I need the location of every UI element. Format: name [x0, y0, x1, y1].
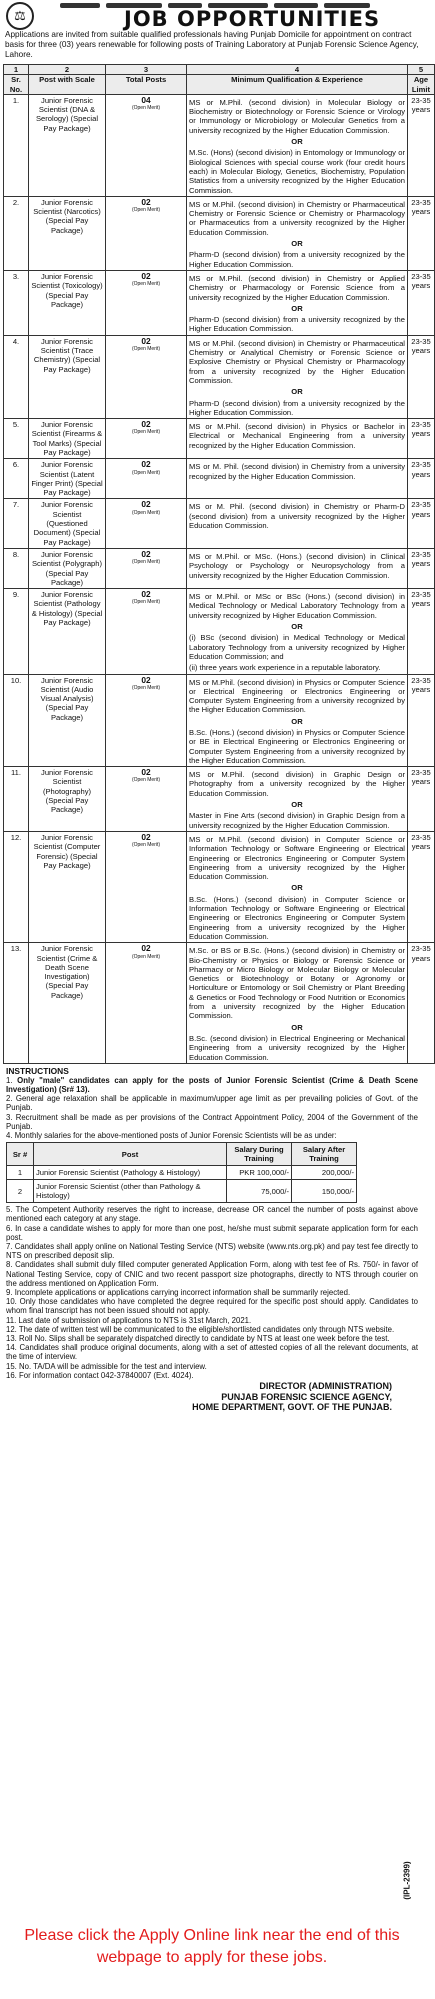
- qualification-text: M.Sc. or BS or B.Sc. (Hons.) (second division) in Chemistry or Bio-Chemistry or Physics or Biology or Forensic Science or Pharmacy or Micro Biology or Molecular Biology or Molecular Genetics or Biotechnology or Botany or Agronomy or Horticulture or Entomology or Soil Chemistry or Plant Breeding & Genetics or Food Technology or Food Nutrition or Economics from a university recognized by the Higher Education Commission.: [189, 946, 405, 1021]
- salary-rows: [7, 1166, 357, 1203]
- row-posts: [106, 767, 187, 832]
- row-posts: [106, 831, 187, 942]
- instruction-bold-text: Only "male" candidates can apply for the posts of Junior Forensic Scientist (Crime & Death Scene Investigation) (Sr# 13).: [6, 1075, 418, 1094]
- instruction-number: 13.: [6, 1334, 17, 1344]
- instruction-text: Only those candidates who have completed the degree required for the specific post should apply. Candidates to whom final transcript has not been issued should not apply.: [6, 1297, 418, 1316]
- instruction-text: In case a candidate wishes to apply for more than one post, he/she must submit separate application form for each post.: [6, 1223, 418, 1242]
- instruction-number: 9.: [6, 1288, 13, 1298]
- instruction-item: [6, 1297, 418, 1315]
- row-sr: 6.: [4, 459, 29, 499]
- or-separator: OR: [291, 303, 303, 313]
- row-qualification: [187, 499, 408, 548]
- instruction-item: [6, 1362, 418, 1371]
- salary-sr: 1: [7, 1166, 34, 1180]
- qualification-text: M.Sc. (Hons) (second division) in Entomology or Immunology or Biological Sciences with special course work (four credit hours each) in Molecular Biology, Genetics, Biochemistry, Population Statistics from a university recognized by the Higher Education Commission.: [189, 148, 405, 195]
- row-post: Junior Forensic Scientist (Polygraph) (Special Pay Package): [29, 548, 106, 588]
- instruction-item: [6, 1325, 418, 1334]
- header-qualification: Minimum Qualification & Experience: [187, 75, 408, 95]
- table-row: [4, 831, 435, 942]
- qualification-text: Pharm-D (second division) from a university recognized by the Higher Education Commission.: [189, 398, 405, 417]
- col-number: 5: [408, 65, 435, 75]
- row-posts: [106, 943, 187, 1064]
- row-age: 23-35 years: [408, 94, 435, 196]
- row-qualification: [187, 196, 408, 270]
- qualification-text: B.Sc. (Hons.) (second division) in Physics or Computer Science or BE in Electrical Engineering or Electronics Engineering or Computer System Engineering from a university recognized by the Higher Education Commission.: [189, 728, 405, 765]
- instruction-text: The date of written test will be communicated to the eligible/shortlisted candidates only through NTS website.: [18, 1324, 395, 1334]
- instruction-text: Candidates shall apply online on National Testing Service (NTS) website (www.nts.org.pk) and pay test fee directly to NTS on prescribed deposit slip.: [6, 1242, 418, 1261]
- instruction-item: [6, 1131, 418, 1140]
- instruction-text: General age relaxation shall be applicable in maximum/upper age limit as per prevailing policies of Govt. of the Punjab.: [6, 1094, 418, 1113]
- qualification-text: Master in Fine Arts (second division) in Graphic Design from a university recognized by the Higher Education Commission.: [189, 811, 405, 830]
- instruction-text: Candidates shall submit duly filled computer generated Application Form, along with test fee of Rs. 750/- in favor of National Testing Service, copy of CNIC and two recent passport size photographs, directly to NTS through courier on the address mentioned on Application Form.: [6, 1260, 419, 1288]
- instruction-item: [6, 1076, 418, 1094]
- row-qualification: [187, 767, 408, 832]
- row-posts: [106, 674, 187, 767]
- row-post: Junior Forensic Scientist (Questioned Document) (Special Pay Package): [29, 499, 106, 548]
- instruction-item: [6, 1242, 418, 1260]
- salary-header-sr: Sr #: [7, 1143, 34, 1166]
- row-post-count: 02: [141, 196, 151, 207]
- row-age: 23-35 years: [408, 831, 435, 942]
- instruction-text: Roll No. Slips shall be separately dispatched directly to candidate by NTS at least one week before the test.: [19, 1334, 390, 1344]
- row-posts: [106, 548, 187, 588]
- qualification-text: MS or M.Phil. (second division) in Molecular Biology or Biochemistry or Biotechnology or Forensic Science or Virology or Immunology or Microbiology or Molecular Genetics from a university recognized by the Higher Education Commission.: [189, 97, 405, 135]
- instruction-number: 7.: [6, 1242, 13, 1252]
- ipl-code: (IPL-2399): [402, 1861, 412, 1900]
- qualification-text: MS or M. Phil. (second division) in Chemistry from a university recognized by the Higher Education Commission.: [189, 462, 405, 481]
- table-row: [4, 767, 435, 832]
- intro-paragraph: Applications are invited from suitable qualified professionals having Punjab Domicile for appointment on contract basis for three (03) years renewable for following posts of Training Laboratory at Punjab Forensic Science Agency, Lahore.: [5, 30, 419, 59]
- salary-header-post: Post: [34, 1143, 227, 1166]
- page-title: JOB OPPORTUNITIES: [124, 7, 381, 31]
- row-posts: [106, 335, 187, 418]
- job-rows: [4, 94, 435, 1063]
- row-post-count: 02: [141, 767, 151, 778]
- or-separator: OR: [291, 883, 303, 893]
- row-posts: [106, 499, 187, 548]
- row-posts: [106, 270, 187, 335]
- salary-post: Junior Forensic Scientist (other than Pathology & Histology): [34, 1180, 227, 1203]
- row-posts: [106, 459, 187, 499]
- table-row: [4, 270, 435, 335]
- row-post: Junior Forensic Scientist (Audio Visual Analysis) (Special Pay Package): [29, 674, 106, 767]
- instruction-text: Last date of submission of applications to NTS is 31st March, 2021.: [18, 1315, 252, 1325]
- signature-line: HOME DEPARTMENT, GOVT. OF THE PUNJAB.: [192, 1402, 392, 1413]
- row-sr: 10.: [4, 674, 29, 767]
- row-sr: 5.: [4, 419, 29, 459]
- row-post-count: 02: [141, 335, 151, 346]
- row-age: 23-35 years: [408, 419, 435, 459]
- qualification-text: MS or M.Phil. (second division) in Physics or Computer Science or Electrical Engineering or Electronics Engineering or Computer System Engineering from a university recognized by the Higher Education Commission.: [189, 677, 405, 715]
- row-age: 23-35 years: [408, 499, 435, 548]
- row-merit: (Open Merit): [131, 684, 161, 691]
- row-merit: (Open Merit): [131, 429, 161, 436]
- instruction-text: Recruitment shall be made as per provisions of the Contract Appointment Policy, 2004 of the Government of the Punjab.: [6, 1112, 418, 1131]
- row-posts: [106, 94, 187, 196]
- agency-seal-icon: ⚖: [6, 2, 34, 30]
- instruction-item: [6, 1371, 418, 1380]
- row-post: Junior Forensic Scientist (Photography) (Special Pay Package): [29, 767, 106, 832]
- row-age: 23-35 years: [408, 335, 435, 418]
- row-sr: 7.: [4, 499, 29, 548]
- jobs-table: [3, 64, 435, 1064]
- qualification-text: MS or M.Phil. (second division) in Computer Science or Information Technology or Software Engineering or Electrical Engineering or Electronics Engineering or Computer System Engineering from a university recognized by the Higher Education Commission.: [189, 834, 405, 882]
- header: [2, 0, 422, 30]
- salary-after: 200,000/-: [292, 1166, 357, 1180]
- row-post-count: 02: [141, 589, 151, 600]
- row-sr: 13.: [4, 943, 29, 1064]
- or-separator: OR: [291, 800, 303, 810]
- instruction-number: 2.: [6, 1094, 13, 1104]
- salary-header-row: [7, 1143, 357, 1166]
- instruction-number: 16.: [6, 1370, 17, 1380]
- instruction-item: [6, 1343, 418, 1361]
- table-row: [4, 499, 435, 548]
- row-sr: 11.: [4, 767, 29, 832]
- instruction-item: [6, 1224, 418, 1242]
- row-posts: [106, 196, 187, 270]
- table-row: [4, 419, 435, 459]
- row-merit: (Open Merit): [131, 842, 161, 849]
- row-post-count: 02: [141, 459, 151, 470]
- qualification-text: MS or M.Phil. (second division) in Chemistry or Pharmaceutical Chemistry or Analytical Chemistry or Forensic Science or Explosive Chemistry or Physical Chemistry or Pharmacology from a university recognized by the Higher Education Commission.: [189, 338, 405, 385]
- signature-line: DIRECTOR (ADMINISTRATION): [259, 1381, 392, 1392]
- row-merit: (Open Merit): [131, 559, 161, 566]
- salary-row: [7, 1166, 357, 1180]
- row-sr: 12.: [4, 831, 29, 942]
- instruction-number: 10.: [6, 1297, 17, 1307]
- or-separator: OR: [291, 1022, 303, 1032]
- salary-row: [7, 1180, 357, 1203]
- instructions-list: [2, 1076, 422, 1140]
- row-qualification: [187, 943, 408, 1064]
- row-post-count: 02: [141, 270, 151, 281]
- row-qualification: [187, 548, 408, 588]
- row-merit: (Open Merit): [131, 469, 161, 476]
- row-age: 23-35 years: [408, 767, 435, 832]
- or-separator: OR: [291, 622, 303, 632]
- row-age: 23-35 years: [408, 589, 435, 674]
- qualification-text: (ii) three years work experience in a reputable laboratory.: [189, 663, 381, 673]
- row-post: Junior Forensic Scientist (Trace Chemistry) (Special Pay Package): [29, 335, 106, 418]
- or-separator: OR: [291, 716, 303, 726]
- row-post: Junior Forensic Scientist (DNA & Serology) (Special Pay Package): [29, 94, 106, 196]
- row-post-count: 02: [141, 831, 151, 842]
- apply-online-note: Please click the Apply Online link near the end of this webpage to apply for these jobs.: [0, 1921, 424, 1999]
- instruction-text: Candidates shall produce original documents, along with a set of attested copies of all the relevant documents, at the time of interview.: [6, 1343, 419, 1362]
- or-separator: OR: [291, 137, 303, 147]
- row-qualification: [187, 459, 408, 499]
- row-post-count: 02: [141, 674, 151, 685]
- row-age: 23-35 years: [408, 270, 435, 335]
- row-post: Junior Forensic Scientist (Toxicology) (Special Pay Package): [29, 270, 106, 335]
- row-sr: 1.: [4, 94, 29, 196]
- row-sr: 2.: [4, 196, 29, 270]
- header-post: Post with Scale: [29, 75, 106, 95]
- instruction-text: Incomplete applications or applications carrying incorrect information shall be summarily rejected.: [14, 1288, 351, 1298]
- header-sr: Sr. No.: [4, 75, 29, 95]
- row-post-count: 02: [141, 419, 151, 430]
- instruction-text: For information contact 042-37840007 (Ext. 4024).: [19, 1370, 194, 1380]
- salary-during: PKR 100,000/-: [227, 1166, 292, 1180]
- row-post: Junior Forensic Scientist (Pathology & Histology) (Special Pay Package): [29, 589, 106, 674]
- row-merit: (Open Merit): [131, 599, 161, 606]
- qualification-text: MS or M.Phil. (second division) in Physics or Bachelor in Electrical or Mechanical Engineering from a university recognized by the Higher Education Commission.: [189, 422, 405, 450]
- row-merit: (Open Merit): [131, 105, 161, 112]
- salary-during: 75,000/-: [227, 1180, 292, 1203]
- instruction-number: 6.: [6, 1223, 13, 1233]
- salary-header-during: Salary During Training: [227, 1143, 292, 1166]
- instructions-heading: INSTRUCTIONS: [6, 1065, 69, 1076]
- instruction-number: 14.: [6, 1343, 17, 1353]
- instruction-text: The Competent Authority reserves the right to increase, decrease OR cancel the number of posts against above mentioned each category at any stage.: [6, 1205, 418, 1224]
- row-qualification: [187, 94, 408, 196]
- salary-table: [6, 1142, 357, 1203]
- or-separator: OR: [291, 239, 303, 249]
- row-age: 23-35 years: [408, 943, 435, 1064]
- instruction-text: No. TA/DA will be admissible for the test and interview.: [19, 1361, 207, 1371]
- instructions-list-continued: [2, 1205, 422, 1380]
- row-merit: (Open Merit): [131, 777, 161, 784]
- column-number-row: [4, 65, 435, 75]
- row-qualification: [187, 419, 408, 459]
- instruction-number: 1.: [6, 1075, 13, 1085]
- row-age: 23-35 years: [408, 459, 435, 499]
- table-row: [4, 196, 435, 270]
- instruction-number: 15.: [6, 1361, 17, 1371]
- qualification-text: (i) BSc (second division) in Medical Technology or Medical Laboratory Technology from a university recognized by Higher Education Commission; and: [189, 633, 405, 661]
- qualification-text: MS or M.Phil. (second division) in Chemistry or Pharmaceutical Chemistry or Forensic Science or Chemistry or Pharmacology or Pharmaceutics from a university recognized by the Higher Education Commission.: [189, 199, 405, 237]
- or-separator: OR: [291, 387, 303, 397]
- instruction-item: [6, 1316, 418, 1325]
- row-post-count: 02: [141, 943, 151, 954]
- col-number: 2: [29, 65, 106, 75]
- instruction-number: 4.: [6, 1131, 13, 1141]
- instruction-number: 3.: [6, 1112, 13, 1122]
- salary-post: Junior Forensic Scientist (Pathology & Histology): [34, 1166, 227, 1180]
- instruction-number: 8.: [6, 1260, 13, 1270]
- instruction-text: Monthly salaries for the above-mentioned posts of Junior Forensic Scientists will be as under:: [14, 1131, 337, 1141]
- row-post-count: 04: [141, 94, 151, 105]
- instruction-item: [6, 1334, 418, 1343]
- row-merit: (Open Merit): [131, 953, 161, 960]
- instruction-number: 5.: [6, 1205, 13, 1215]
- qualification-text: B.Sc. (Hons.) (second division) in Computer Science or Information Technology or Software Engineering or Electrical Engineering or Electronics Engineering or Computer System Engineering from a university recognized by the Higher Education Commission.: [189, 894, 405, 941]
- table-row: [4, 94, 435, 196]
- table-row: [4, 459, 435, 499]
- qualification-text: MS or M. Phil. (second division) in Chemistry or Pharm-D (second division) from a university recognized by the Higher Education Commission.: [189, 502, 405, 531]
- qualification-text: B.Sc. (second division) in Electrical Engineering or Mechanical Engineering from a university recognized by the Higher Education Commission.: [189, 1033, 405, 1062]
- row-qualification: [187, 335, 408, 418]
- row-posts: [106, 589, 187, 674]
- instruction-item: [6, 1113, 418, 1131]
- col-number: 4: [187, 65, 408, 75]
- table-row: [4, 589, 435, 674]
- row-post: Junior Forensic Scientist (Computer Forensic) (Special Pay Package): [29, 831, 106, 942]
- instruction-item: [6, 1094, 418, 1112]
- table-row: [4, 943, 435, 1064]
- instruction-number: 11.: [6, 1315, 17, 1325]
- row-age: 23-35 years: [408, 196, 435, 270]
- header-row: [4, 75, 435, 95]
- header-age: Age Limit: [408, 75, 435, 95]
- row-post: Junior Forensic Scientist (Crime & Death Scene Investigation) (Special Pay Package): [29, 943, 106, 1064]
- row-merit: (Open Merit): [131, 281, 161, 288]
- qualification-text: Pharm-D (second division) from a university recognized by the Higher Education Commission.: [189, 315, 405, 334]
- row-post: Junior Forensic Scientist (Firearms & Tool Marks) (Special Pay Package): [29, 419, 106, 459]
- row-merit: (Open Merit): [131, 509, 161, 516]
- table-row: [4, 674, 435, 767]
- row-sr: 3.: [4, 270, 29, 335]
- qualification-text: MS or M.Phil. (second division) in Chemistry or Applied Chemistry or Pharmacology or Forensic Science from a university recognized by the Higher Education Commission.: [189, 273, 405, 302]
- signature-line: PUNJAB FORENSIC SCIENCE AGENCY,: [221, 1391, 392, 1402]
- salary-header-after: Salary After Training: [292, 1143, 357, 1166]
- row-qualification: [187, 831, 408, 942]
- row-age: 23-35 years: [408, 674, 435, 767]
- row-sr: 9.: [4, 589, 29, 674]
- row-post: Junior Forensic Scientist (Latent Finger Print) (Special Pay Package): [29, 459, 106, 499]
- row-post-count: 02: [141, 548, 151, 559]
- row-sr: 8.: [4, 548, 29, 588]
- signature-block: [2, 1381, 392, 1413]
- salary-sr: 2: [7, 1180, 34, 1203]
- row-post: Junior Forensic Scientist (Narcotics) (Special Pay Package): [29, 196, 106, 270]
- instruction-item: [6, 1260, 418, 1288]
- row-qualification: [187, 270, 408, 335]
- row-age: 23-35 years: [408, 548, 435, 588]
- row-post-count: 02: [141, 499, 151, 510]
- qualification-text: MS or M.Phil. or MSc. (Hons.) (second division) in Clinical Psychology or Psychology or Neuropsychology from a university recognized by the Higher Education Commission.: [189, 551, 405, 580]
- row-merit: (Open Merit): [131, 207, 161, 214]
- instruction-item: [6, 1288, 418, 1297]
- instruction-item: [6, 1205, 418, 1223]
- salary-after: 150,000/-: [292, 1180, 357, 1203]
- row-qualification: [187, 674, 408, 767]
- qualification-text: MS or M.Phil. or MSc or BSc (Hons.) (second division) in Medical Technology or Medical Laboratory Technology from a university recognized by Higher Education Commission.: [189, 592, 405, 620]
- table-row: [4, 548, 435, 588]
- qualification-text: MS or M.Phil. (second division) in Graphic Design or Photography from a university recognized by the Higher Education Commission.: [189, 770, 405, 798]
- header-total-posts: Total Posts: [106, 75, 187, 95]
- col-number: 1: [4, 65, 29, 75]
- qualification-text: Pharm-D (second division) from a university recognized by the Higher Education Commission.: [189, 250, 405, 269]
- instruction-number: 12.: [6, 1324, 17, 1334]
- row-qualification: [187, 589, 408, 674]
- row-merit: (Open Merit): [131, 346, 161, 353]
- row-posts: [106, 419, 187, 459]
- table-row: [4, 335, 435, 418]
- row-sr: 4.: [4, 335, 29, 418]
- col-number: 3: [106, 65, 187, 75]
